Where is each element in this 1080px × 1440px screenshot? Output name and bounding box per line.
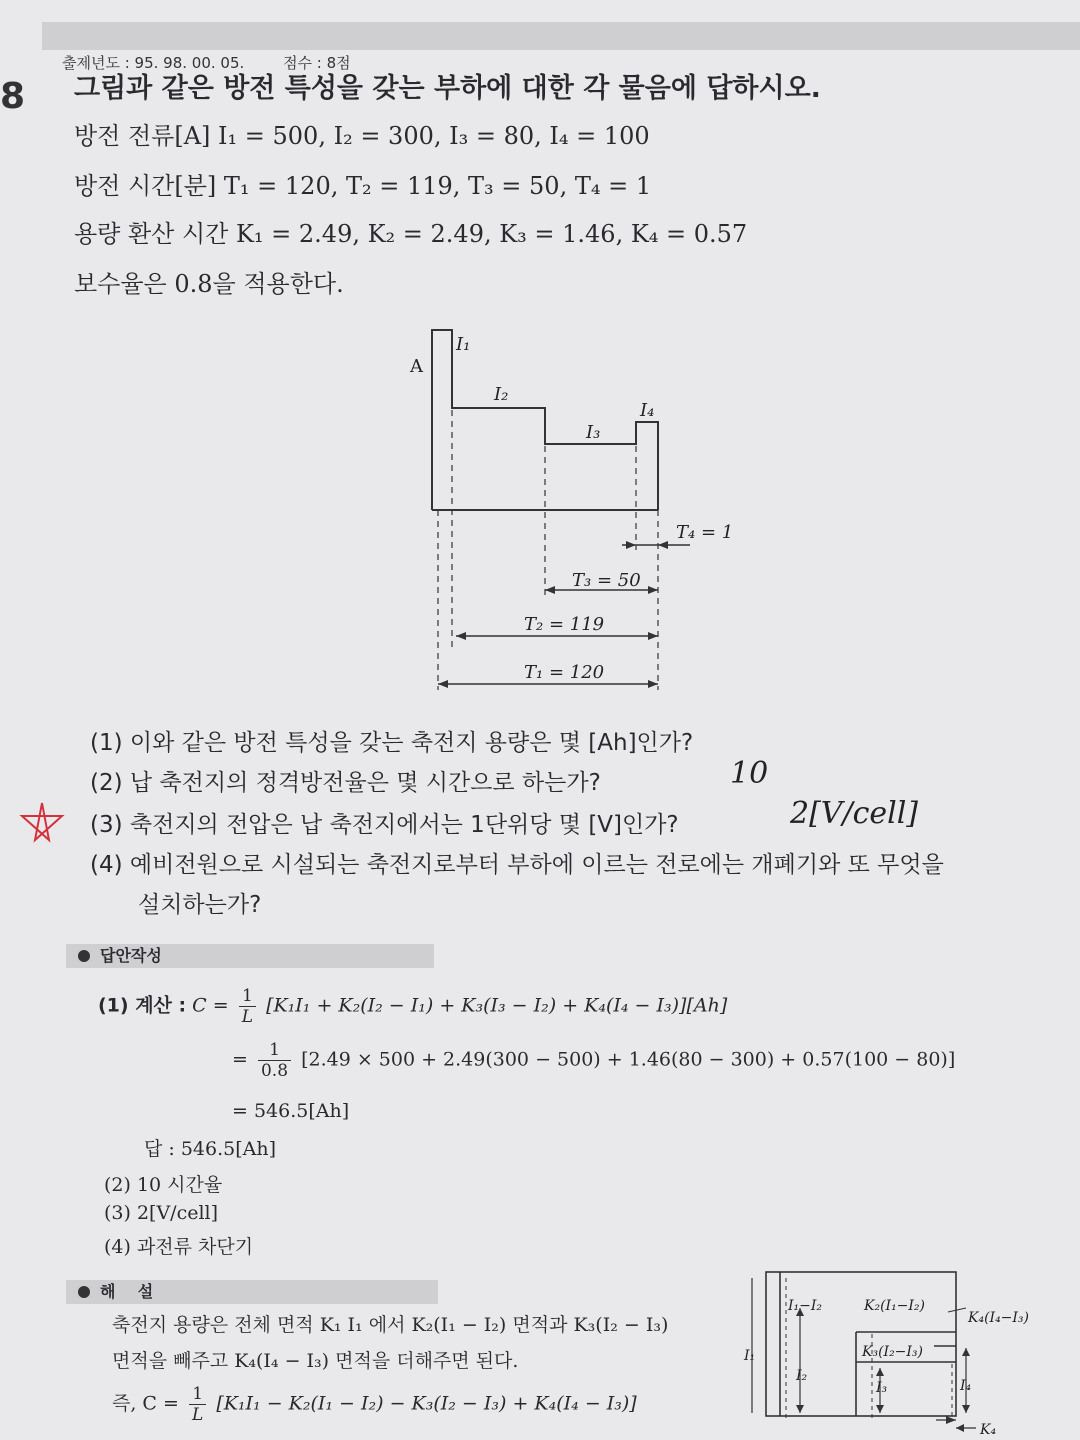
answer-4: (4) 과전류 차단기 <box>104 1236 254 1258</box>
explanation-line-3: 즉, C = $\frac{1}{L}$ [K₁I₁ − K₂(I₁ − I₂) − K₃(I₂ − I₃) + K₄(I₄ − I₃)] <box>112 1384 637 1425</box>
side-label-k3: K₃(I₂−I₃) <box>862 1344 924 1360</box>
subquestion-1: (1) 이와 같은 방전 특성을 갖는 축전지 용량은 몇 [Ah]인가? <box>90 730 694 756</box>
answer-heading-text: 답안작성 <box>100 946 162 965</box>
side-label-i2: I₂ <box>796 1368 808 1384</box>
subst-body: [2.49 × 500 + 2.49(300 − 500) + 1.46(80 − 300) + 0.57(100 − 80)] <box>301 1048 956 1071</box>
side-label-k2: K₂(I₁−I₂) <box>864 1298 926 1314</box>
area-diagram <box>740 1268 1060 1440</box>
answer-2: (2) 10 시간율 <box>104 1174 223 1196</box>
side-label-i1-i2: I₁−I₂ <box>788 1298 823 1314</box>
calc-formula-head: C = <box>192 994 229 1017</box>
side-label-i1: I₁ <box>744 1348 756 1364</box>
handwritten-answer-3: 2[V/cell] <box>790 796 919 831</box>
side-label-i4: I₄ <box>960 1378 972 1394</box>
label-i4: I₄ <box>640 400 655 421</box>
label-t2: T₂ = 119 <box>524 614 605 635</box>
handwritten-answer-2: 10 <box>730 756 769 791</box>
subquestion-2: (2) 납 축전지의 정격방전율은 몇 시간으로 하는가? <box>90 770 601 796</box>
header-bar <box>42 22 1080 50</box>
label-i3: I₃ <box>586 422 601 443</box>
calc-result: = 546.5[Ah] <box>232 1100 350 1122</box>
side-label-i3: I₃ <box>876 1380 888 1396</box>
explanation-line-1: 축전지 용량은 전체 면적 K₁ I₁ 에서 K₂(I₁ − I₂) 면적과 K₃(I₂ − I₃) <box>112 1314 669 1336</box>
subquestion-3: (3) 축전지의 전압은 납 축전지에서는 1단위당 몇 [V]인가? <box>90 812 679 838</box>
label-i2: I₂ <box>494 384 509 405</box>
explanation-fraction: $\frac{1}{L}$ <box>189 1384 206 1425</box>
label-i1: I₁ <box>456 334 471 355</box>
side-label-k4-width: K₄ <box>980 1422 997 1438</box>
answer-3: (3) 2[V/cell] <box>104 1202 219 1224</box>
question-number: 8 <box>0 76 26 117</box>
question-title: 그림과 같은 방전 특성을 갖는 부하에 대한 각 물음에 답하시오. <box>74 73 821 104</box>
given-time: 방전 시간[분] T₁ = 120, T₂ = 119, T₃ = 50, T₄ = 1 <box>74 172 652 200</box>
calc-line <box>98 986 727 1027</box>
calc-fraction: $\frac{1}{L}$ <box>239 986 256 1027</box>
answer-heading <box>66 944 434 968</box>
given-k: 용량 환산 시간 K₁ = 2.49, K₂ = 2.49, K₃ = 1.46, K₄ = 0.57 <box>74 220 748 248</box>
given-maintenance: 보수율은 0.8을 적용한다. <box>74 270 344 298</box>
label-t3: T₃ = 50 <box>572 570 641 591</box>
red-star-mark <box>18 800 66 848</box>
subquestion-4: (4) 예비전원으로 시설되는 축전지로부터 부하에 이르는 전로에는 개폐기와 또 무엇을 <box>90 852 944 878</box>
given-current: 방전 전류[A] I₁ = 500, I₂ = 300, I₃ = 80, I₄ = 100 <box>74 122 650 150</box>
label-t4: T₄ = 1 <box>676 522 734 543</box>
explanation-line-2: 면적을 빼주고 K₄(I₄ − I₃) 면적을 더해주면 된다. <box>112 1350 519 1372</box>
side-label-k4: K₄(I₄−I₃) <box>968 1310 1030 1326</box>
answer-1: 답 : 546.5[Ah] <box>144 1138 277 1160</box>
score-text: 점수 : 8점 <box>283 54 351 72</box>
years-text: 출제년도 : 95. 98. 00. 05. <box>62 54 245 72</box>
calc-formula-body: [K₁I₁ + K₂(I₂ − I₁) + K₃(I₃ − I₂) + K₄(I₄ − I₃)][Ah] <box>266 994 728 1017</box>
axis-label: A <box>410 356 423 377</box>
label-t1: T₁ = 120 <box>524 662 605 683</box>
explanation-heading-text: 해 설 <box>100 1282 154 1301</box>
explanation-heading <box>66 1280 438 1304</box>
subst-fraction: $\frac{1}{0.8}$ <box>258 1040 291 1081</box>
discharge-diagram <box>390 320 750 700</box>
calc-label: (1) 계산 : <box>98 994 187 1017</box>
substitution-line: = $\frac{1}{0.8}$ [2.49 × 500 + 2.49(300 − 500) + 1.46(80 − 300) + 0.57(100 − 80)] <box>232 1040 956 1081</box>
subquestion-4-cont: 설치하는가? <box>138 892 262 918</box>
